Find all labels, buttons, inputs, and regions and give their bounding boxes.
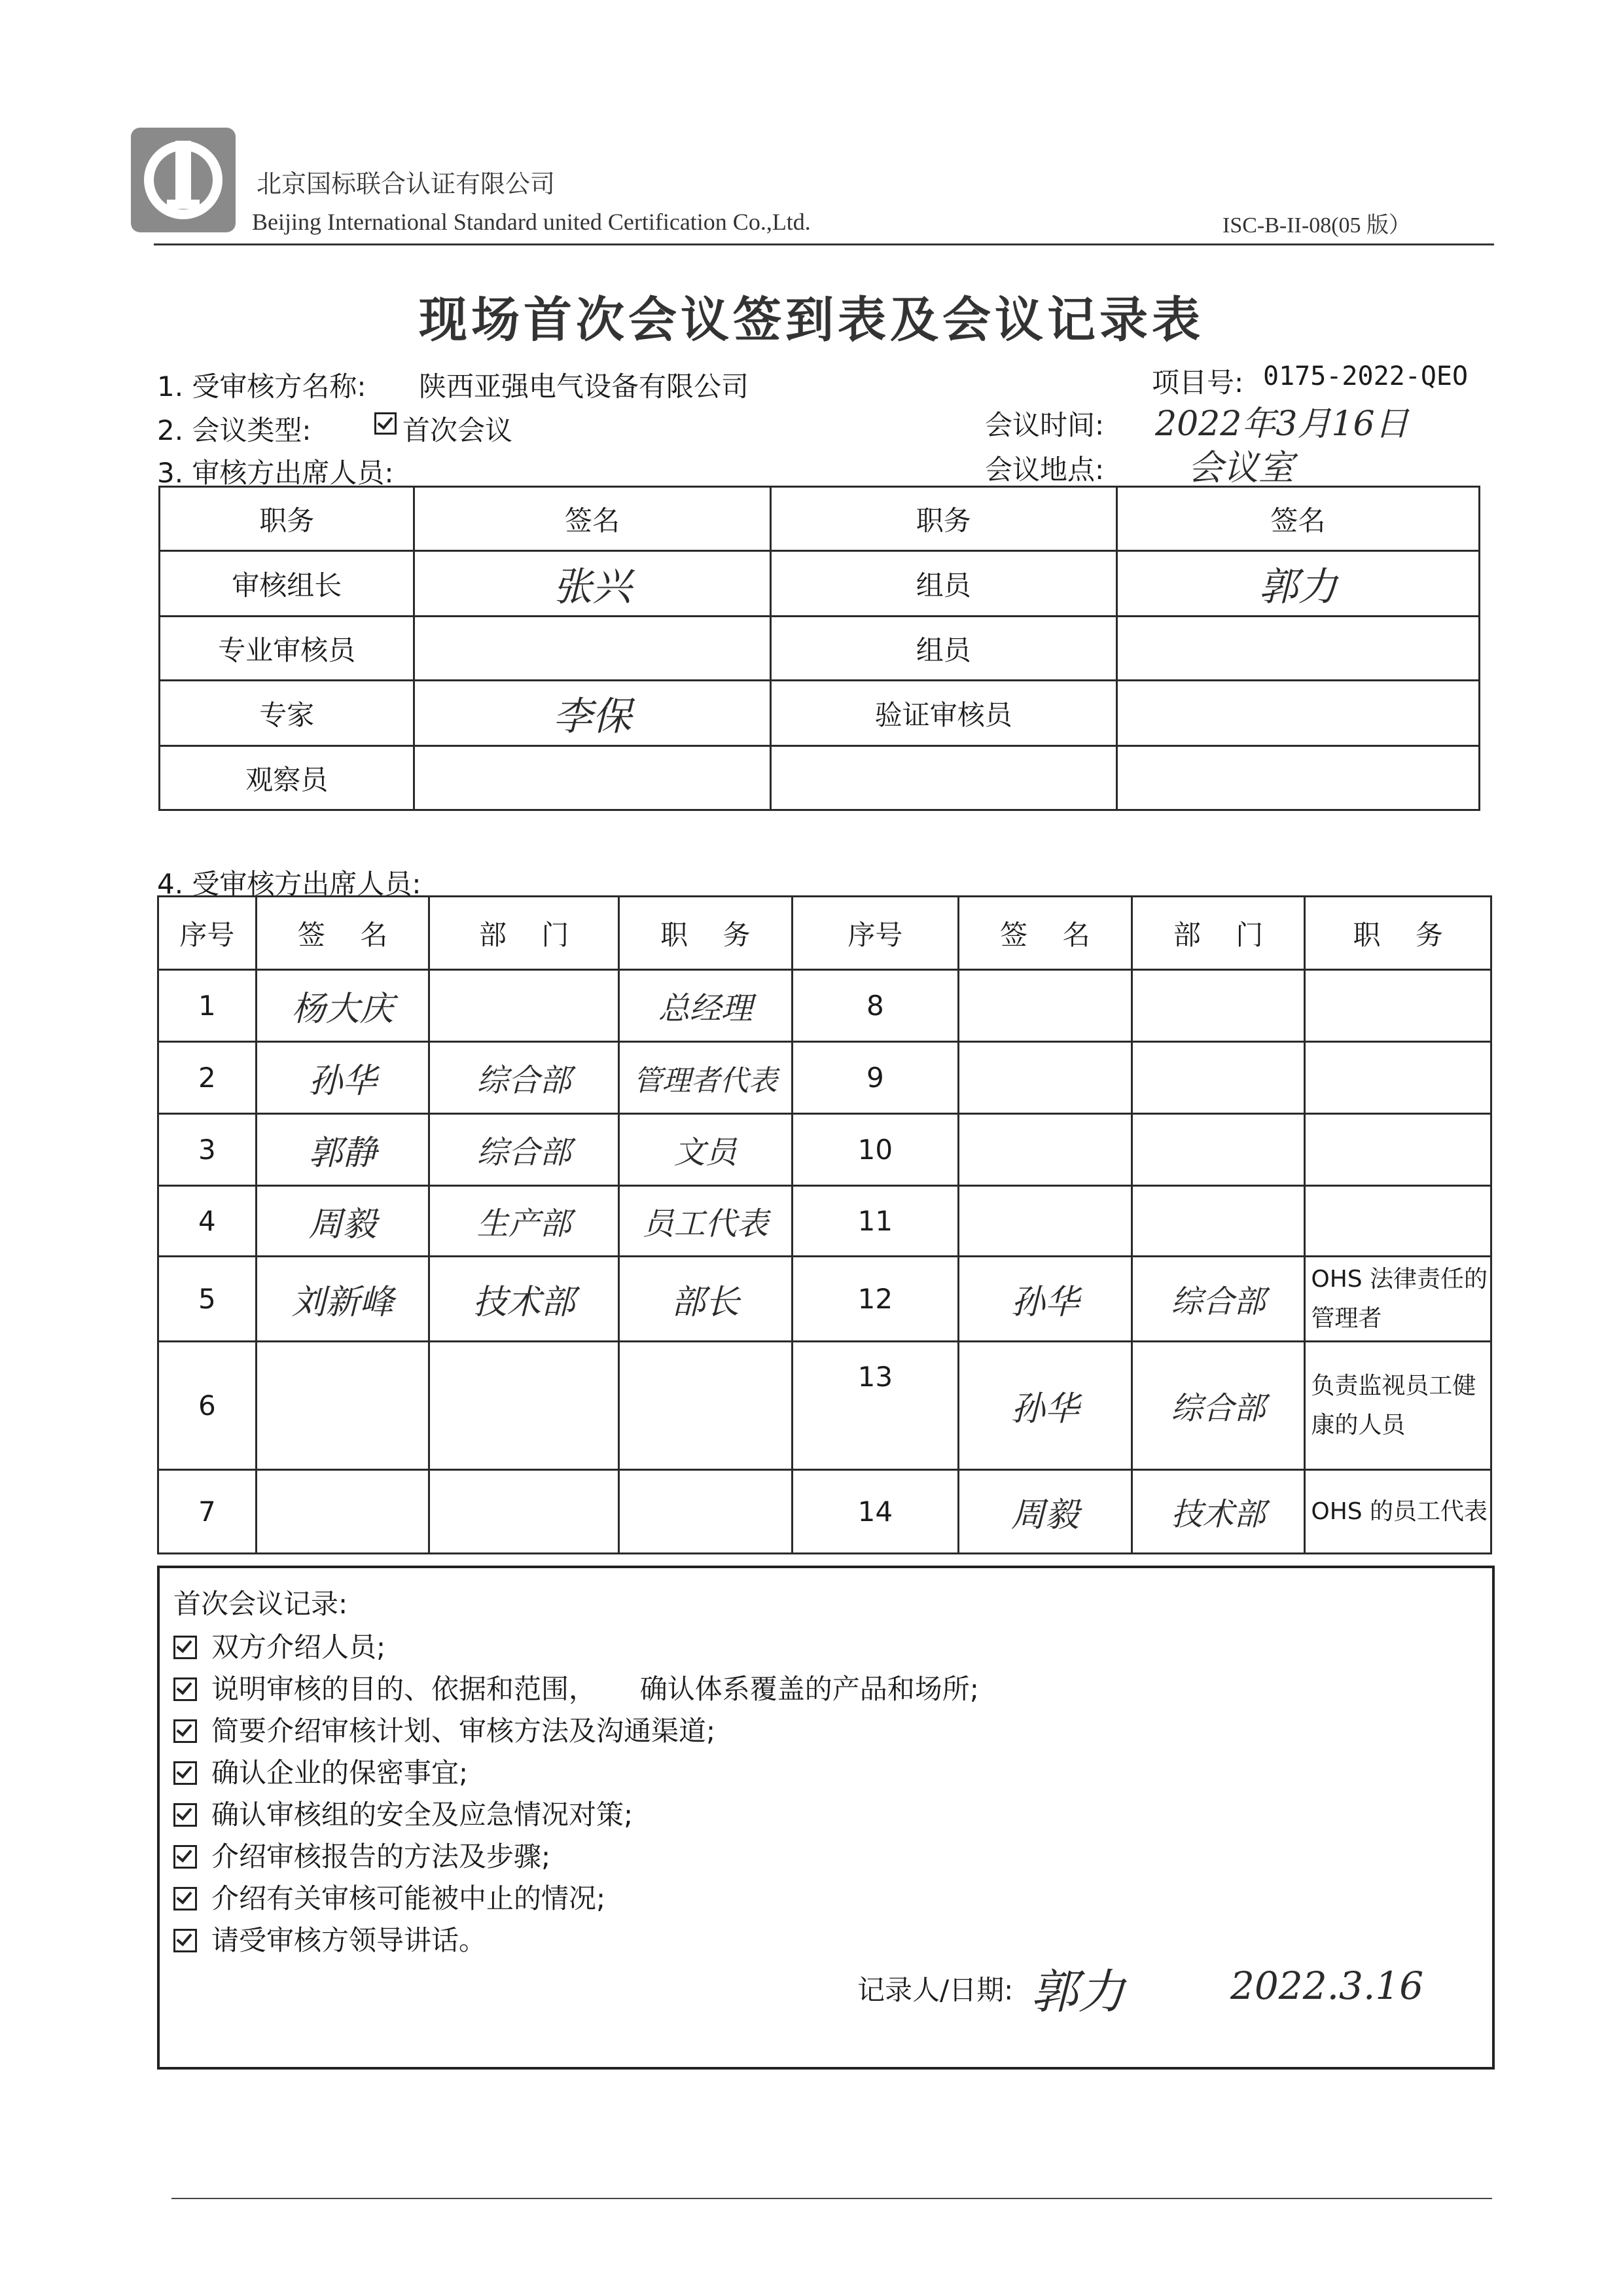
department-cell: 综合部 xyxy=(1132,1257,1305,1342)
signature-cell xyxy=(959,970,1132,1042)
role-cell: 专家 xyxy=(160,681,414,746)
minutes-item: 介绍有关审核可能被中止的情况; xyxy=(173,1877,605,1916)
position-cell xyxy=(618,1470,792,1554)
meeting-type-label: 2. 会议类型: xyxy=(157,414,312,446)
signature-cell: 周毅 xyxy=(256,1186,429,1257)
footer-rule xyxy=(171,2198,1492,2199)
position-cell xyxy=(1305,1042,1491,1114)
table-row xyxy=(158,1186,1491,1257)
recorder-label: 记录人/日期: xyxy=(857,1974,1014,2006)
checkbox-checked-icon xyxy=(173,1803,197,1827)
signature-cell xyxy=(414,746,770,810)
header-cell: 签 名 xyxy=(959,897,1132,970)
signature-cell: 孙华 xyxy=(256,1042,429,1114)
department-cell xyxy=(1132,970,1305,1042)
header-rule xyxy=(154,243,1494,245)
company-name-en: Beijing International Standard united Certification Co.,Ltd. xyxy=(252,209,811,235)
table-row xyxy=(158,1470,1491,1554)
signature-cell: 刘新峰 xyxy=(256,1257,429,1342)
auditee-attendees-table xyxy=(157,895,1492,1554)
position-cell: 部长 xyxy=(618,1257,792,1342)
role-cell: 验证审核员 xyxy=(770,681,1116,746)
header-cell: 部 门 xyxy=(1132,897,1305,970)
signature-cell: 孙华 xyxy=(959,1342,1132,1470)
department-cell xyxy=(429,1342,619,1470)
meeting-type-value: 首次会议 xyxy=(402,414,513,446)
company-name-cn: 北京国标联合认证有限公司 xyxy=(257,170,556,198)
signature-cell xyxy=(256,1470,429,1554)
header-cell: 职务 xyxy=(160,487,414,551)
checkbox-checked-icon xyxy=(173,1761,197,1785)
position-cell xyxy=(618,1342,792,1470)
number-cell: 11 xyxy=(792,1186,958,1257)
header-cell: 职 务 xyxy=(1305,897,1491,970)
signature-cell xyxy=(959,1186,1132,1257)
department-cell xyxy=(1132,1186,1305,1257)
header-cell: 序号 xyxy=(792,897,958,970)
minutes-item: 介绍审核报告的方法及步骤; xyxy=(173,1835,550,1874)
signature-cell xyxy=(1116,681,1479,746)
signature-cell xyxy=(256,1342,429,1470)
department-cell xyxy=(429,970,619,1042)
role-cell: 组员 xyxy=(770,617,1116,681)
number-cell: 7 xyxy=(158,1470,257,1554)
signature-cell xyxy=(1116,746,1479,810)
minutes-item: 确认企业的保密事宜; xyxy=(173,1751,468,1791)
table-row xyxy=(158,1342,1491,1470)
checkbox-checked-icon xyxy=(173,1845,197,1869)
table-row xyxy=(158,970,1491,1042)
document-title: 现场首次会议签到表及会议记录表 xyxy=(419,292,1204,348)
signature-cell xyxy=(959,1042,1132,1114)
role-cell: 观察员 xyxy=(160,746,414,810)
audit-team-table xyxy=(158,486,1480,811)
header-cell: 部 门 xyxy=(429,897,619,970)
role-cell: 组员 xyxy=(770,551,1116,617)
number-cell: 1 xyxy=(158,970,257,1042)
checkbox-checked-icon xyxy=(173,1719,197,1743)
signature-cell: 孙华 xyxy=(959,1257,1132,1342)
minutes-item: 请受审核方领导讲话。 xyxy=(173,1919,486,1958)
position-cell: 员工代表 xyxy=(618,1186,792,1257)
auditee-name: 陕西亚强电气设备有限公司 xyxy=(419,370,749,403)
signature-cell: 杨大庆 xyxy=(256,970,429,1042)
checkbox-checked-icon xyxy=(173,1887,197,1910)
recorder-date: 2022.3.16 xyxy=(1230,1964,1424,2008)
recorder-signature: 郭力 xyxy=(1031,1964,1126,2019)
number-cell: 13 xyxy=(792,1342,958,1470)
meeting-place-value: 会议室 xyxy=(1188,447,1294,488)
header-cell: 职 务 xyxy=(618,897,792,970)
signature-cell: 郭静 xyxy=(256,1114,429,1186)
signature-cell: 李保 xyxy=(414,681,770,746)
table-row xyxy=(158,1042,1491,1114)
department-cell: 技术部 xyxy=(1132,1470,1305,1554)
number-cell: 4 xyxy=(158,1186,257,1257)
minutes-item: 简要介绍审核计划、审核方法及沟通渠道; xyxy=(173,1710,715,1749)
checkbox-checked-icon xyxy=(173,1677,197,1701)
minutes-item: 双方介绍人员; xyxy=(173,1626,385,1665)
position-cell xyxy=(1305,1114,1491,1186)
position-cell: 管理者代表 xyxy=(618,1042,792,1114)
meeting-time-value: 2022年3月16日 xyxy=(1155,404,1409,444)
number-cell: 2 xyxy=(158,1042,257,1114)
signature-cell xyxy=(959,1114,1132,1186)
signature-cell xyxy=(1116,617,1479,681)
number-cell: 9 xyxy=(792,1042,958,1114)
table-row xyxy=(158,1114,1491,1186)
header-cell: 签 名 xyxy=(256,897,429,970)
department-cell xyxy=(1132,1114,1305,1186)
role-cell: 审核组长 xyxy=(160,551,414,617)
number-cell: 10 xyxy=(792,1114,958,1186)
position-cell: 文员 xyxy=(618,1114,792,1186)
signature-cell: 张兴 xyxy=(414,551,770,617)
department-cell: 综合部 xyxy=(429,1042,619,1114)
position-cell: 总经理 xyxy=(618,970,792,1042)
header-cell: 序号 xyxy=(158,897,257,970)
number-cell: 6 xyxy=(158,1342,257,1470)
minutes-title: 首次会议记录: xyxy=(173,1588,348,1620)
position-cell: OHS 的员工代表 xyxy=(1305,1470,1491,1554)
minutes-item: 说明审核的目的、依据和范围， 确认体系覆盖的产品和场所; xyxy=(173,1668,979,1707)
department-cell: 技术部 xyxy=(429,1257,619,1342)
number-cell: 8 xyxy=(792,970,958,1042)
position-cell: OHS 法律责任的管理者 xyxy=(1305,1257,1491,1342)
audit-party-label: 3. 审核方出席人员: xyxy=(157,457,394,489)
checkbox-checked-icon xyxy=(173,1929,197,1952)
checkbox-checked-icon xyxy=(173,1636,197,1659)
role-cell xyxy=(770,746,1116,810)
position-cell: 负责监视员工健康的人员 xyxy=(1305,1342,1491,1470)
department-cell: 综合部 xyxy=(429,1114,619,1186)
position-cell xyxy=(1305,970,1491,1042)
number-cell: 14 xyxy=(792,1470,958,1554)
meeting-time-label: 会议时间: xyxy=(985,409,1105,441)
department-cell: 生产部 xyxy=(429,1186,619,1257)
signature-cell xyxy=(414,617,770,681)
table-row xyxy=(158,1257,1491,1342)
signature-cell: 郭力 xyxy=(1116,551,1479,617)
meeting-place-label: 会议地点: xyxy=(985,454,1105,486)
role-cell: 专业审核员 xyxy=(160,617,414,681)
company-logo xyxy=(131,128,236,232)
number-cell: 12 xyxy=(792,1257,958,1342)
number-cell: 5 xyxy=(158,1257,257,1342)
minutes-item: 确认审核组的安全及应急情况对策; xyxy=(173,1793,633,1833)
department-cell xyxy=(1132,1042,1305,1114)
form-code: ISC-B-II-08(05 版） xyxy=(1222,213,1412,238)
project-label: 项目号: xyxy=(1152,367,1244,399)
header-cell: 签名 xyxy=(414,487,770,551)
position-cell xyxy=(1305,1186,1491,1257)
header-cell: 职务 xyxy=(770,487,1116,551)
signature-cell: 周毅 xyxy=(959,1470,1132,1554)
department-cell xyxy=(429,1470,619,1554)
project-number: 0175-2022-QEO xyxy=(1263,361,1469,391)
number-cell: 3 xyxy=(158,1114,257,1186)
department-cell: 综合部 xyxy=(1132,1342,1305,1470)
header-cell: 签名 xyxy=(1116,487,1479,551)
auditee-attendees-label: 4. 受审核方出席人员: xyxy=(157,868,421,900)
auditee-label: 1. 受审核方名称: xyxy=(157,370,366,403)
